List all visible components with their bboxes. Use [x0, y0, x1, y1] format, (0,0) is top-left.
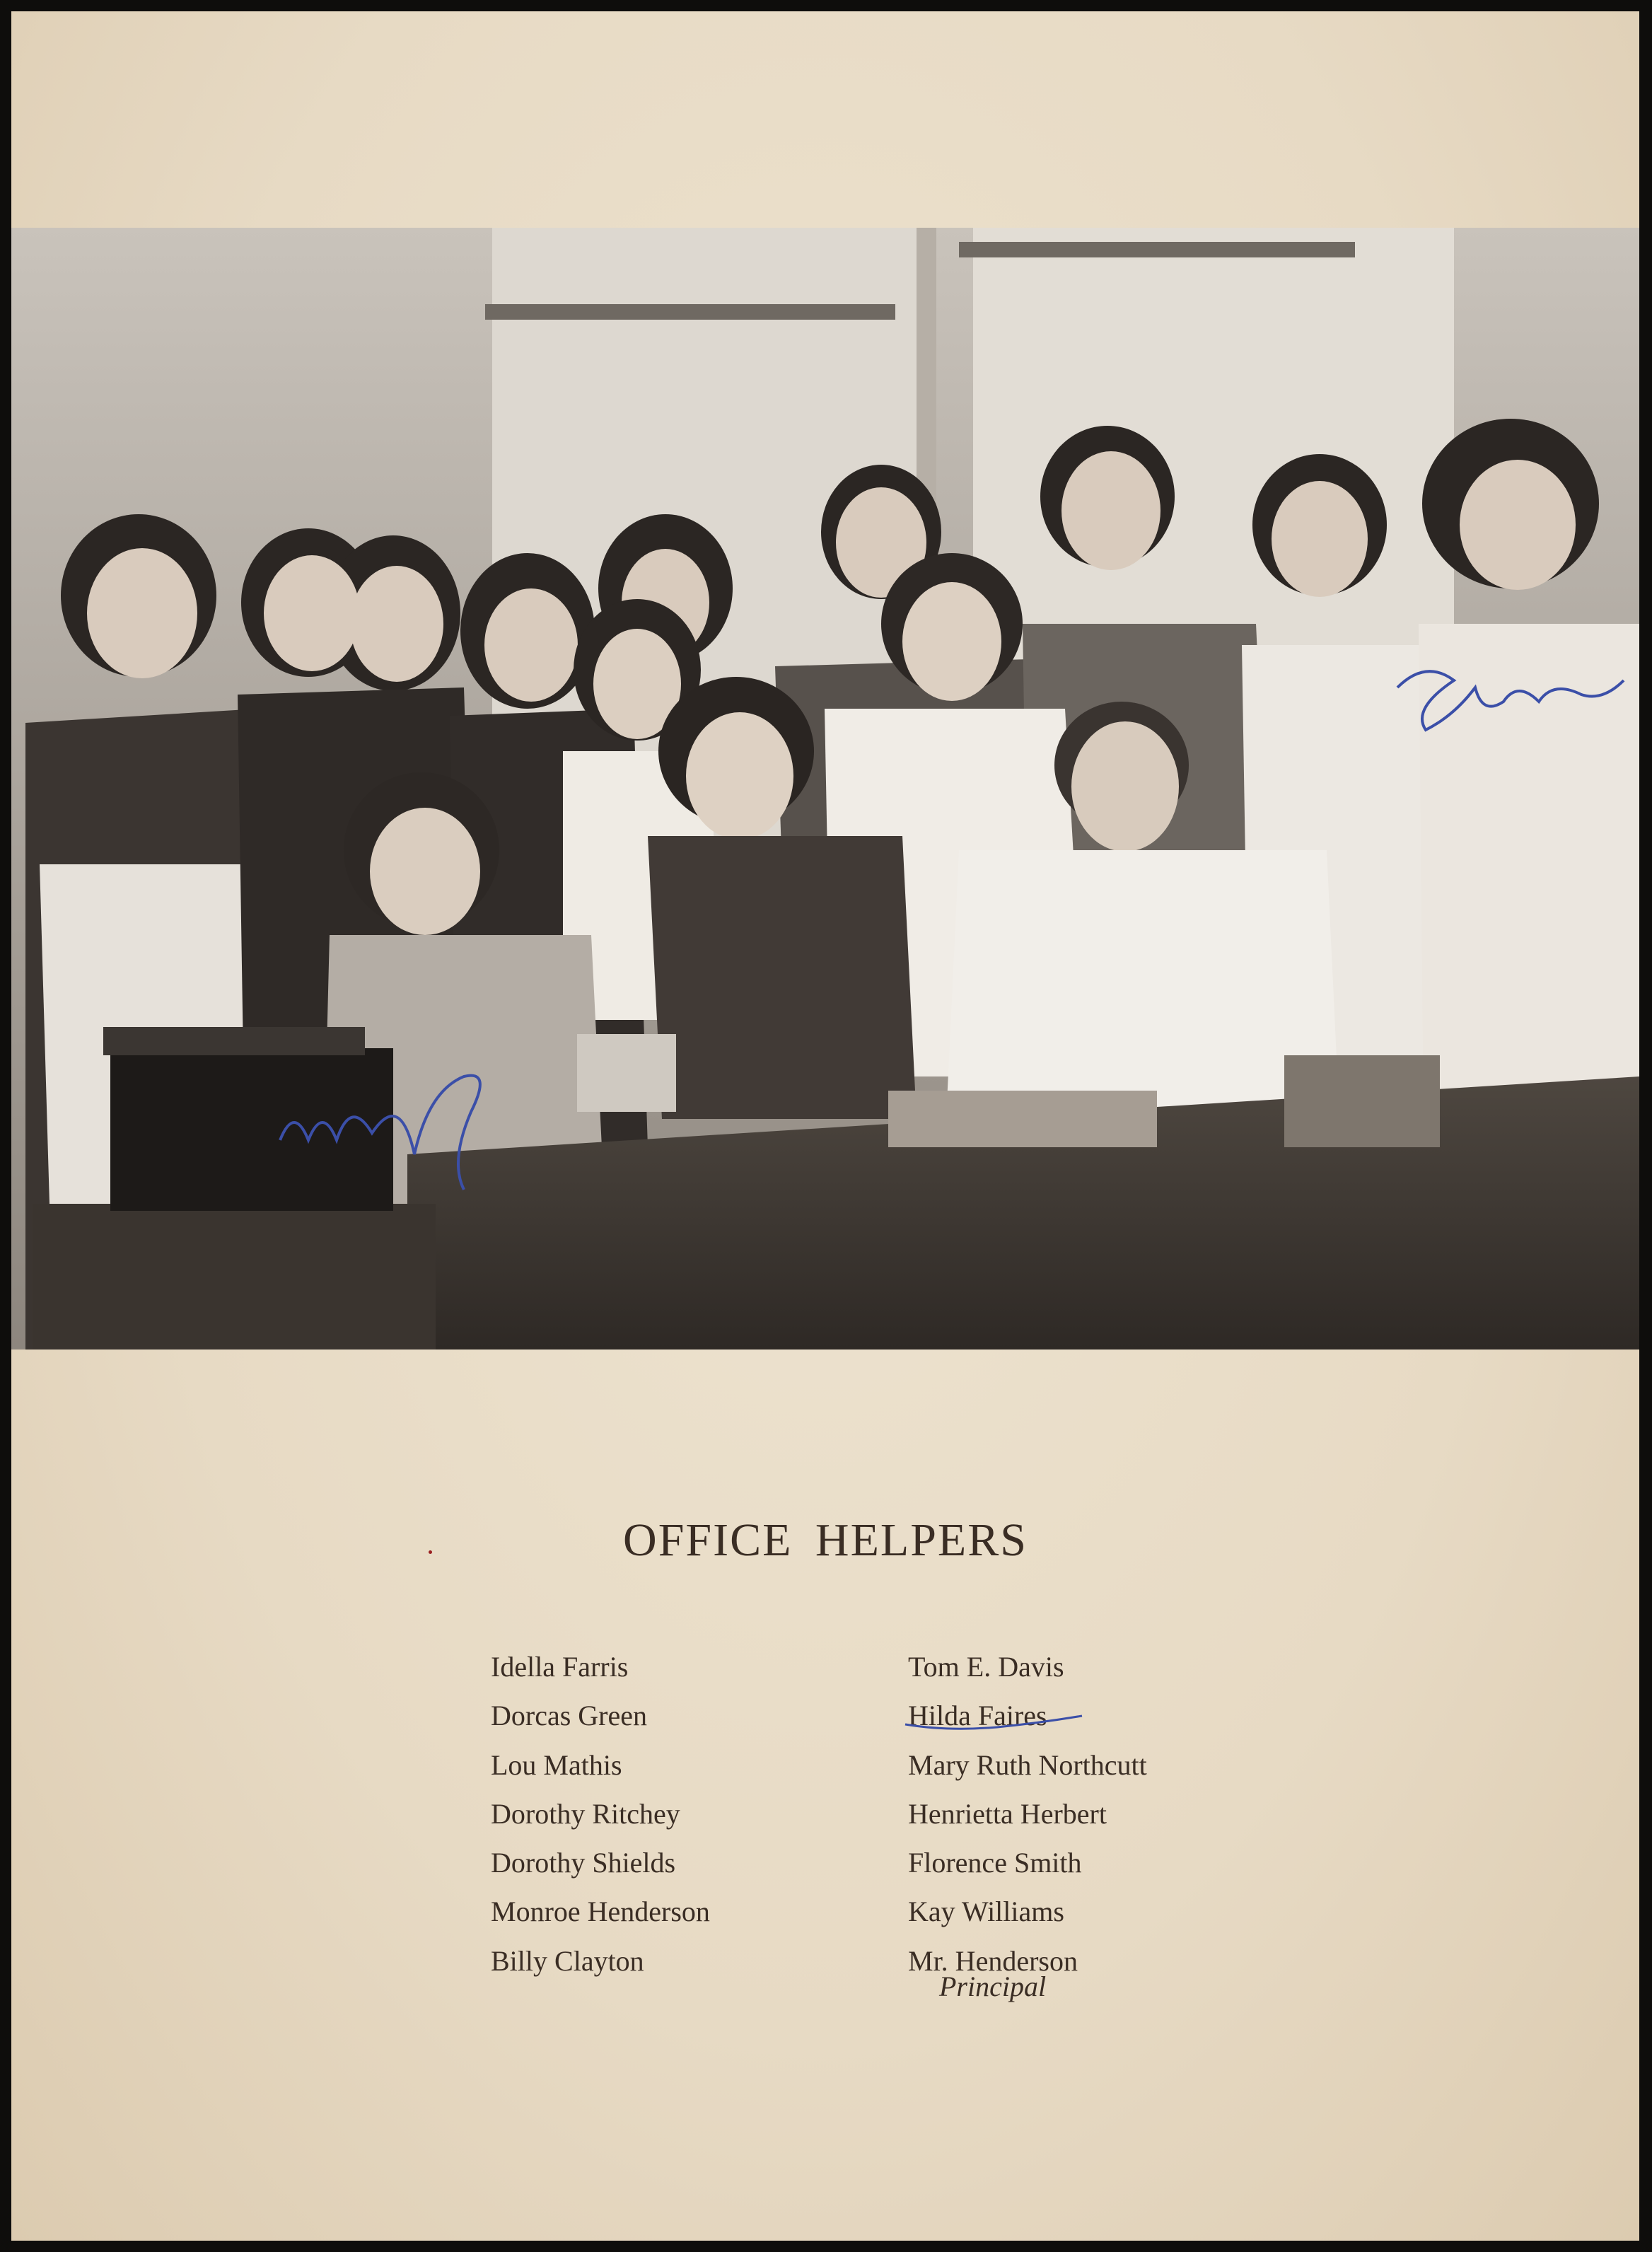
handwritten-underline [902, 1712, 1086, 1733]
list-item: Dorothy Shields [491, 1847, 676, 1879]
list-item: Mary Ruth Northcutt [908, 1748, 1147, 1781]
list-item: Dorothy Ritchey [491, 1797, 680, 1830]
list-item: Billy Clayton [491, 1944, 644, 1977]
page-title: OFFICE HELPERS [623, 1514, 1028, 1566]
names-left-column [491, 1642, 710, 1985]
list-item: Lou Mathis [491, 1748, 622, 1781]
principal-role: Principal [939, 1970, 1047, 2003]
list-item: Kay Williams [908, 1896, 1064, 1928]
list-item: Florence Smith [908, 1847, 1082, 1879]
yearbook-page [11, 11, 1639, 2241]
list-item: Tom E. Davis [908, 1651, 1064, 1683]
paper-speck [429, 1550, 432, 1554]
list-item: Henrietta Herbert [908, 1797, 1107, 1830]
list-item: Hilda Faires [908, 1700, 1047, 1732]
list-item: Mr. Henderson [908, 1944, 1078, 1977]
list-item: Idella Farris [491, 1651, 629, 1683]
group-photo [11, 228, 1639, 1350]
list-item: Monroe Henderson [491, 1896, 710, 1928]
group-photo-illustration [11, 228, 1639, 1350]
list-item: Dorcas Green [491, 1700, 647, 1732]
names-right-column [908, 1642, 1147, 2004]
